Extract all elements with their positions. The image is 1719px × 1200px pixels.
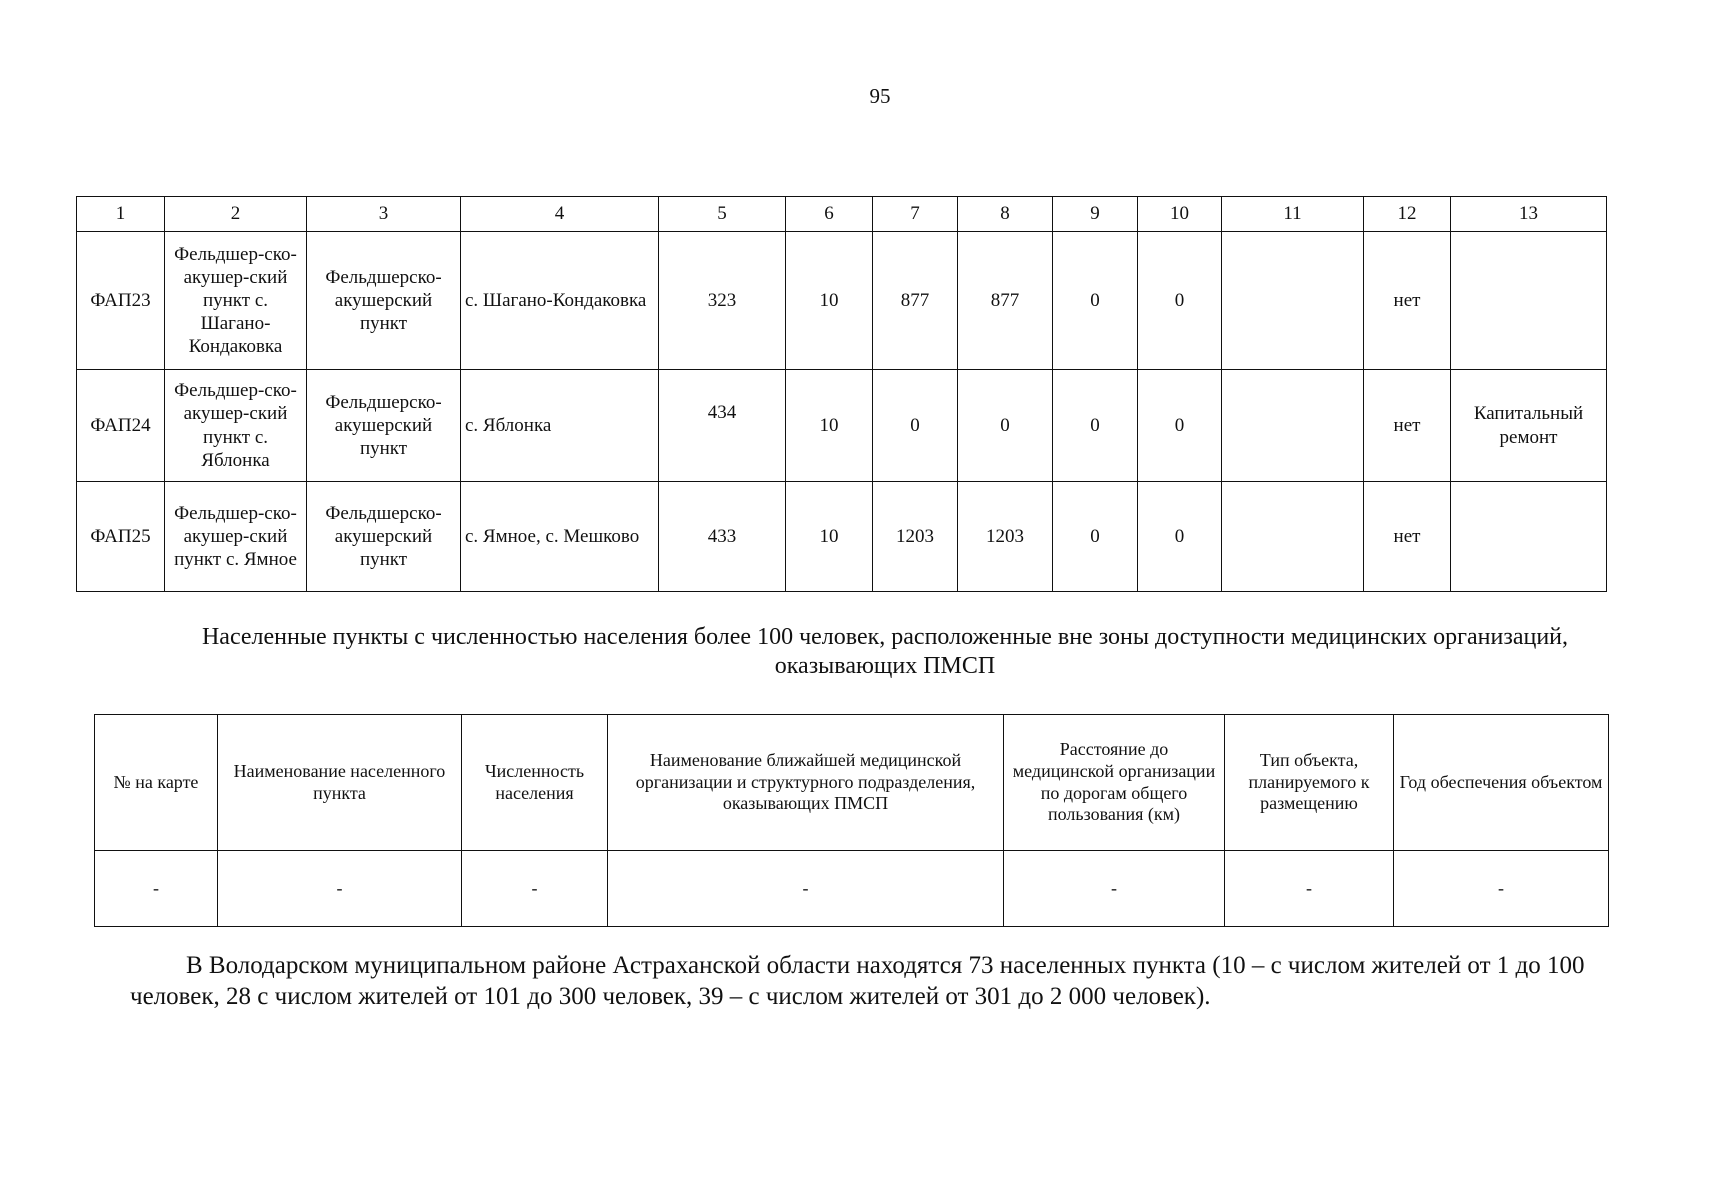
table-cell: 1203: [958, 482, 1053, 592]
table-cell: 10: [786, 232, 873, 370]
column-header: 8: [958, 197, 1053, 232]
table-cell: -: [1225, 851, 1394, 927]
column-header: Тип объекта, планируемого к размещению: [1225, 715, 1394, 851]
table-cell: 0: [958, 370, 1053, 482]
table-cell: 1203: [873, 482, 958, 592]
table-cell: 0: [1138, 232, 1222, 370]
table-cell: -: [1004, 851, 1225, 927]
table-cell: 0: [873, 370, 958, 482]
table-cell: нет: [1364, 370, 1451, 482]
section-title: Населенные пункты с численностью населения более 100 человек, расположенные вне зоны доступности медицинских организаций, оказывающих ПМСП: [201, 624, 1569, 679]
table-cell: [1451, 232, 1607, 370]
table-cell: 0: [1053, 232, 1138, 370]
table-cell: нет: [1364, 482, 1451, 592]
table-cell: Фельдшер-ско-акушер-ский пункт с. Шагано-Кондаковка: [165, 232, 307, 370]
column-header: 11: [1222, 197, 1364, 232]
table-row: [77, 232, 1607, 370]
table-cell: 0: [1053, 482, 1138, 592]
column-header: 12: [1364, 197, 1451, 232]
table-cell: -: [218, 851, 462, 927]
summary-paragraph: [130, 950, 1620, 1012]
table-cell: 0: [1138, 482, 1222, 592]
column-header: 13: [1451, 197, 1607, 232]
table-cell: Фельдшер-ско-акушер-ский пункт с. Ямное: [165, 482, 307, 592]
table-cell: Фельдшерско-акушерский пункт: [307, 370, 461, 482]
facilities-table: [76, 196, 1607, 592]
table-cell: [1222, 232, 1364, 370]
table-cell: с. Шагано-Кондаковка: [461, 232, 659, 370]
table-cell: 877: [958, 232, 1053, 370]
table-cell: с. Ямное, с. Мешково: [461, 482, 659, 592]
column-header: 3: [307, 197, 461, 232]
table-cell: 10: [786, 482, 873, 592]
table-cell: -: [608, 851, 1004, 927]
table-cell: ФАП24: [77, 370, 165, 482]
settlements-table: [94, 714, 1609, 927]
column-header: 2: [165, 197, 307, 232]
column-header: 4: [461, 197, 659, 232]
table-cell: 877: [873, 232, 958, 370]
column-header: 6: [786, 197, 873, 232]
column-header: Расстояние до медицинской организации по дорогам общего пользования (км): [1004, 715, 1225, 851]
table-row: [77, 482, 1607, 592]
column-header: 7: [873, 197, 958, 232]
table-row: [77, 370, 1607, 482]
column-header: Год обеспечения объектом: [1394, 715, 1609, 851]
table-cell: ФАП23: [77, 232, 165, 370]
table-row: [95, 851, 1609, 927]
header-row: [95, 715, 1609, 851]
table-cell: нет: [1364, 232, 1451, 370]
column-header: 1: [77, 197, 165, 232]
column-header: 9: [1053, 197, 1138, 232]
table-cell: -: [95, 851, 218, 927]
column-header: № на карте: [95, 715, 218, 851]
table-cell: 0: [1053, 370, 1138, 482]
table-cell: Фельдшерско-акушерский пункт: [307, 482, 461, 592]
table-cell: Фельдшерско-акушерский пункт: [307, 232, 461, 370]
table-cell: Капитальный ремонт: [1451, 370, 1607, 482]
table-cell: Фельдшер-ско-акушер-ский пункт с. Яблонка: [165, 370, 307, 482]
summary-text: В Володарском муниципальном районе Астраханской области находятся 73 населенных пункта (10 – с числом жителей от 1 до 100 человек, 28 с числом жителей от 101 до 300 человек, 39 – с числом жителей от 301 до 2 000 человек).: [130, 952, 1585, 1010]
table-cell: 323: [659, 232, 786, 370]
header-row: [77, 197, 1607, 232]
table-cell: 10: [786, 370, 873, 482]
table-cell: [1222, 370, 1364, 482]
table-cell: 434: [659, 370, 786, 482]
table-cell: с. Яблонка: [461, 370, 659, 482]
column-header: Наименование населенного пункта: [218, 715, 462, 851]
column-header: 10: [1138, 197, 1222, 232]
page-number: 95: [869, 84, 891, 108]
column-header: Численность населения: [462, 715, 608, 851]
table-cell: 433: [659, 482, 786, 592]
table-cell: ФАП25: [77, 482, 165, 592]
table-cell: [1222, 482, 1364, 592]
table-cell: [1451, 482, 1607, 592]
table-cell: 0: [1138, 370, 1222, 482]
column-header: 5: [659, 197, 786, 232]
column-header: Наименование ближайшей медицинской организации и структурного подразделения, оказывающих ПМСП: [608, 715, 1004, 851]
table-cell: -: [1394, 851, 1609, 927]
table-cell: -: [462, 851, 608, 927]
